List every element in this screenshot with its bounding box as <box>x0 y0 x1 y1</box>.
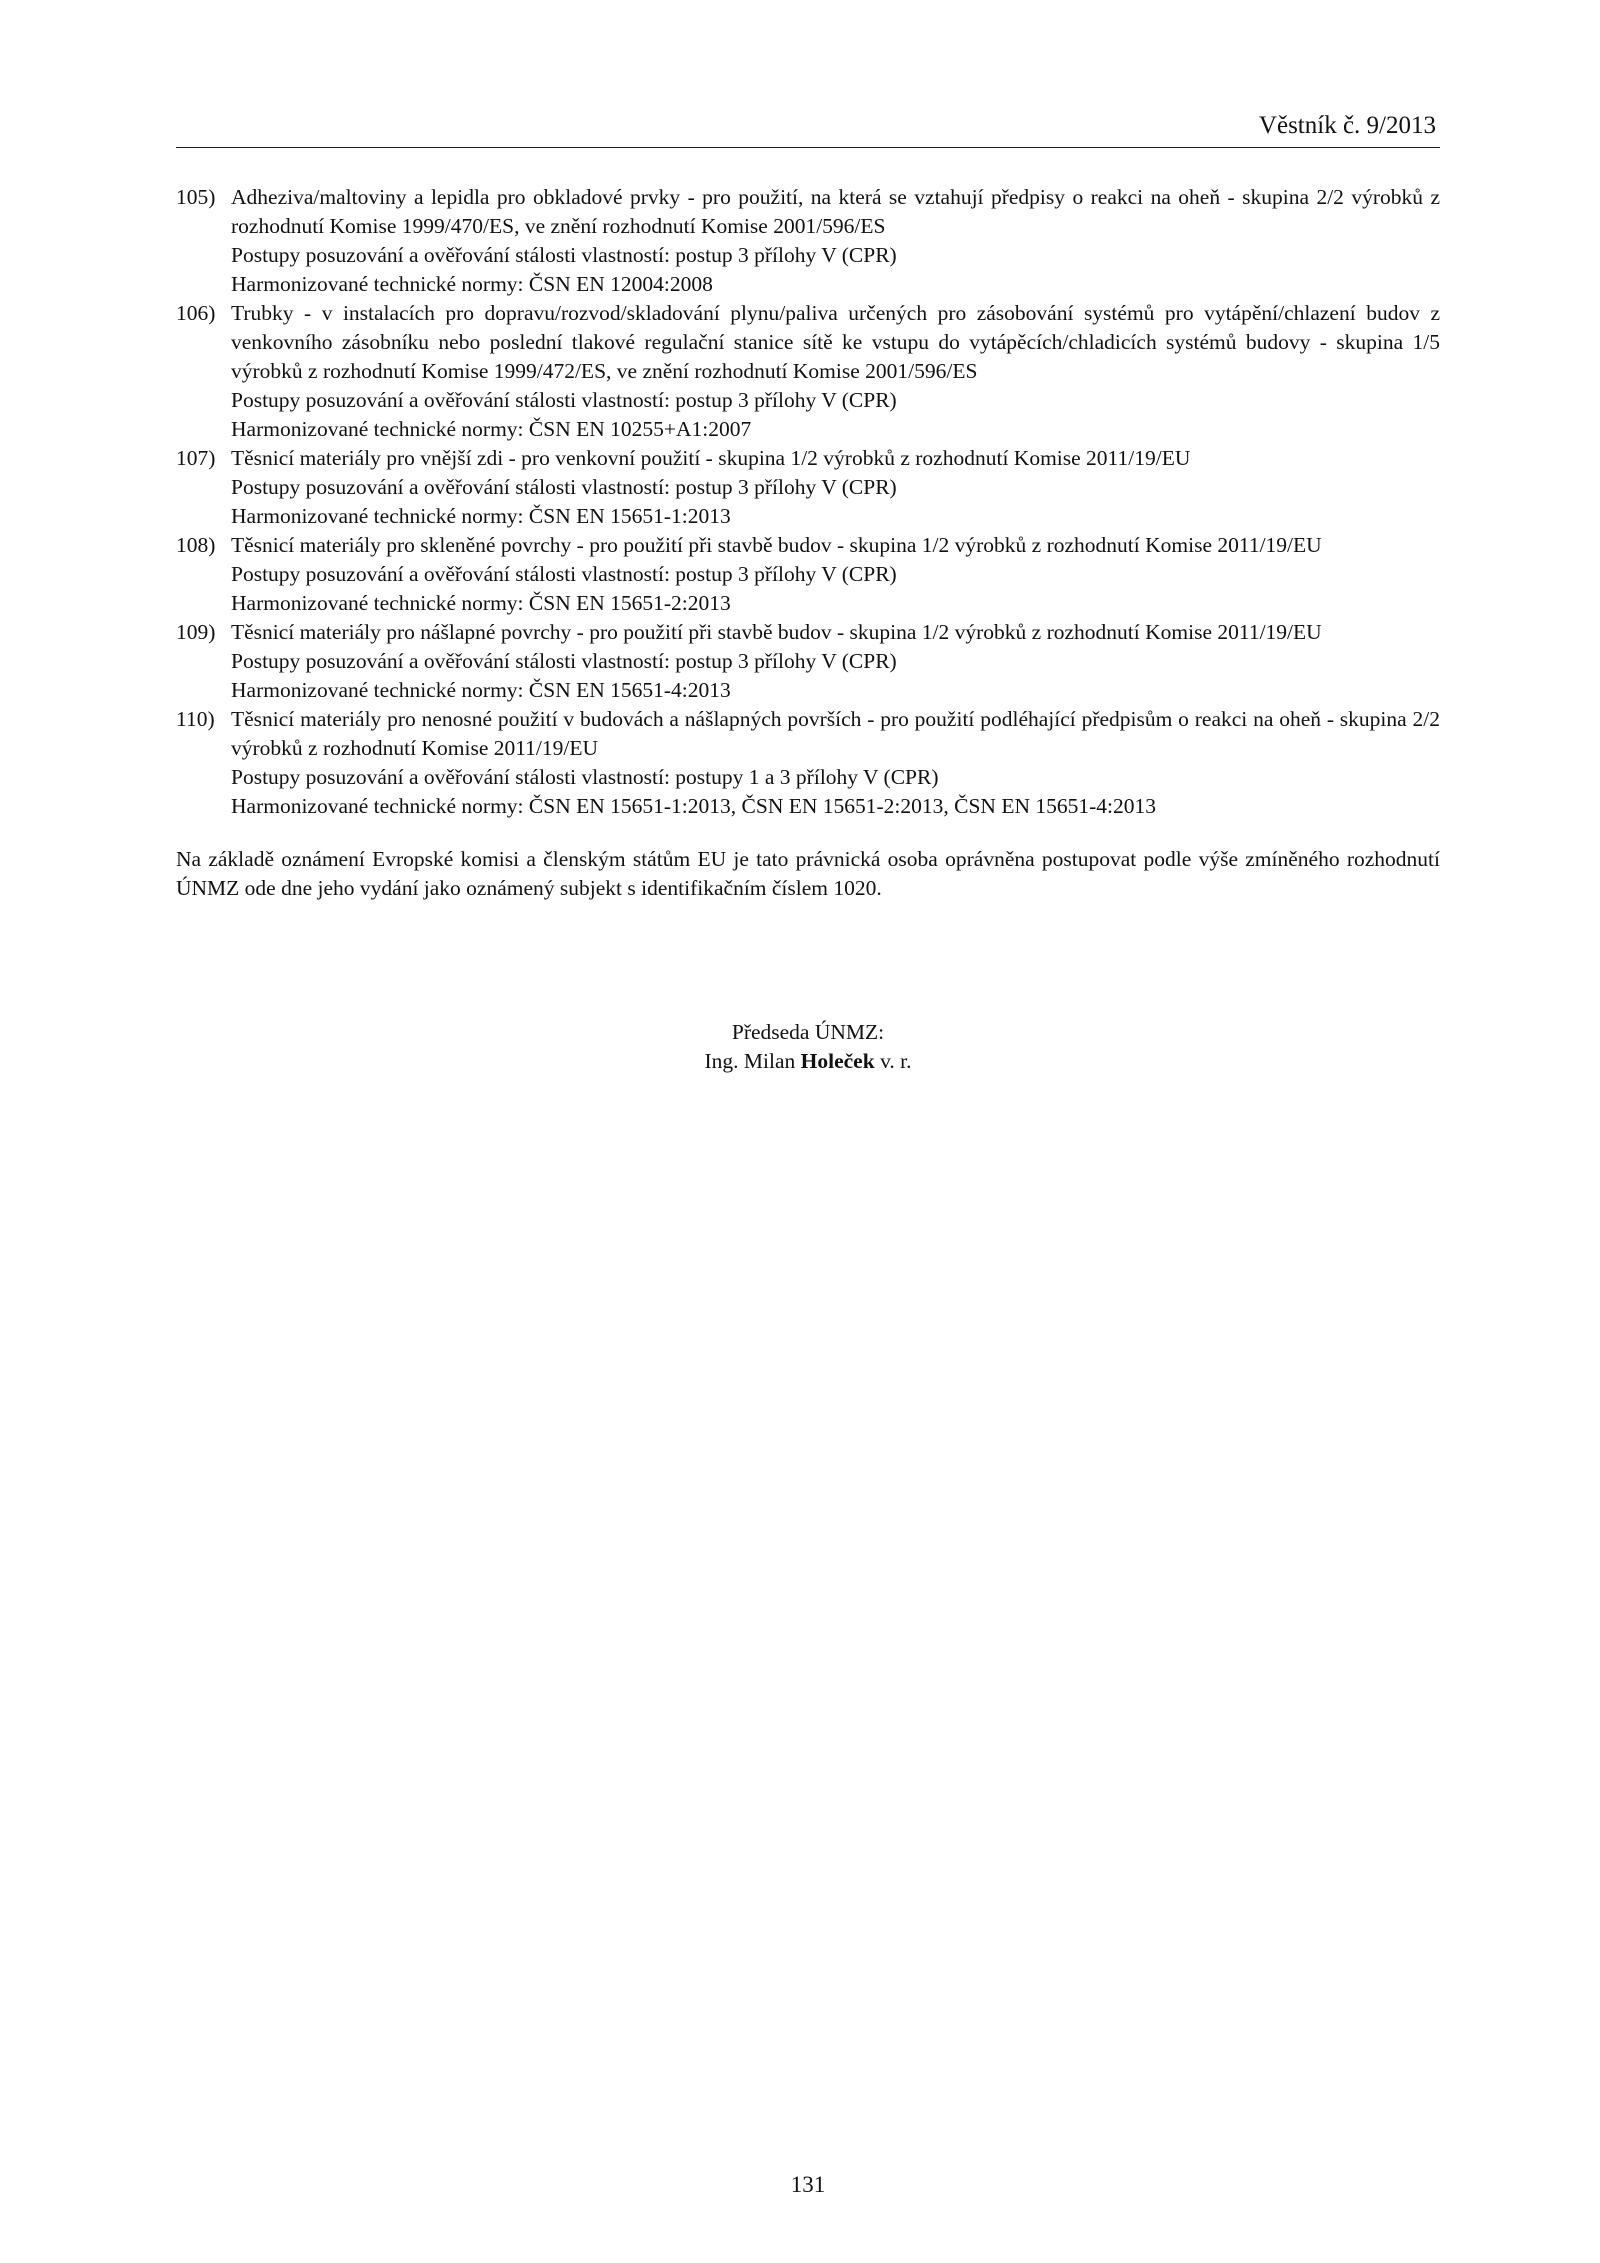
item-description: Těsnicí materiály pro nášlapné povrchy - pro použití při stavbě budov - skupina 1/2 výrobků z rozhodnutí Komise 2011/19/EU <box>231 620 1322 644</box>
item-procedure: Postupy posuzování a ověřování stálosti vlastností: postup 3 přílohy V (CPR) <box>231 649 897 673</box>
item-number: 106) <box>176 301 216 325</box>
document-body <box>176 183 1440 925</box>
item-number: 108) <box>176 533 216 557</box>
signature-suffix: v. r. <box>880 1049 912 1073</box>
signature-role: Předseda ÚNMZ: <box>731 1020 885 1044</box>
header-title: Věstník č. 9/2013 <box>1258 112 1436 139</box>
item-description: Trubky - v instalacích pro dopravu/rozvod/skladování plynu/paliva určených pro zásobování systémů pro vytápění/chlazení budov z venkovního zásobníku nebo poslední tlakové regulační stanice sítě ke vstupu do vytápěcích/chladicích systémů budovy - skupina 1/5 výrobků z rozhodnutí Komise 1999/472/ES, ve znění rozhodnutí Komise 2001/596/ES <box>231 301 1440 383</box>
signature-prefix: Ing. Milan <box>704 1049 796 1073</box>
item-body <box>231 531 1440 618</box>
item-description: Adheziva/maltoviny a lepidla pro obkladové prvky - pro použití, na která se vztahují předpisy o reakci na oheň - skupina 2/2 výrobků z rozhodnutí Komise 1999/470/ES, ve znění rozhodnutí Komise 2001/596/ES <box>231 185 1440 238</box>
list-item-108 <box>176 531 1440 618</box>
item-norms: Harmonizované technické normy: ČSN EN 15651-4:2013 <box>231 678 731 702</box>
item-body <box>231 444 1440 531</box>
item-body <box>231 183 1440 299</box>
signature-surname: Holeček <box>800 1049 875 1073</box>
item-number: 107) <box>176 446 216 470</box>
item-norms: Harmonizované technické normy: ČSN EN 15651-2:2013 <box>231 591 731 615</box>
page-header <box>176 110 1440 148</box>
item-norms: Harmonizované technické normy: ČSN EN 15651-1:2013, ČSN EN 15651-2:2013, ČSN EN 15651-4:2013 <box>231 794 1157 818</box>
item-procedure: Postupy posuzování a ověřování stálosti vlastností: postup 3 přílohy V (CPR) <box>231 562 897 586</box>
item-body <box>231 705 1440 821</box>
item-norms: Harmonizované technické normy: ČSN EN 12004:2008 <box>231 272 713 296</box>
item-description: Těsnicí materiály pro vnější zdi - pro venkovní použití - skupina 1/2 výrobků z rozhodnutí Komise 2011/19/EU <box>231 446 1191 470</box>
item-number: 105) <box>176 185 216 209</box>
list-item-109 <box>176 618 1440 705</box>
item-description: Těsnicí materiály pro nenosné použití v budovách a nášlapných površích - pro použití podléhající předpisům o reakci na oheň - skupina 2/2 výrobků z rozhodnutí Komise 2011/19/EU <box>231 707 1440 760</box>
closing-paragraph: Na základě oznámení Evropské komisi a členským státům EU je tato právnická osoba oprávněna postupovat podle výše zmíněného rozhodnutí ÚNMZ ode dne jeho vydání jako oznámený subjekt s identifikačním číslem 1020. <box>176 847 1440 900</box>
item-norms: Harmonizované technické normy: ČSN EN 10255+A1:2007 <box>231 417 752 441</box>
item-body <box>231 299 1440 444</box>
item-norms: Harmonizované technické normy: ČSN EN 15651-1:2013 <box>231 504 731 528</box>
item-procedure: Postupy posuzování a ověřování stálosti vlastností: postup 3 přílohy V (CPR) <box>231 243 897 267</box>
signature-block <box>176 1018 1440 1076</box>
list-item-107 <box>176 444 1440 531</box>
item-procedure: Postupy posuzování a ověřování stálosti vlastností: postup 3 přílohy V (CPR) <box>231 388 897 412</box>
signature-name-line <box>176 1047 1440 1076</box>
item-number: 110) <box>176 707 215 731</box>
item-number: 109) <box>176 620 216 644</box>
list-item-106 <box>176 299 1440 444</box>
item-body <box>231 618 1440 705</box>
page-number: 131 <box>790 2172 826 2197</box>
item-procedure: Postupy posuzování a ověřování stálosti vlastností: postup 3 přílohy V (CPR) <box>231 475 897 499</box>
item-description: Těsnicí materiály pro skleněné povrchy - pro použití při stavbě budov - skupina 1/2 výrobků z rozhodnutí Komise 2011/19/EU <box>231 533 1322 557</box>
item-procedure: Postupy posuzování a ověřování stálosti vlastností: postupy 1 a 3 přílohy V (CPR) <box>231 765 939 789</box>
list-item-105 <box>176 183 1440 299</box>
list-item-110 <box>176 705 1440 821</box>
